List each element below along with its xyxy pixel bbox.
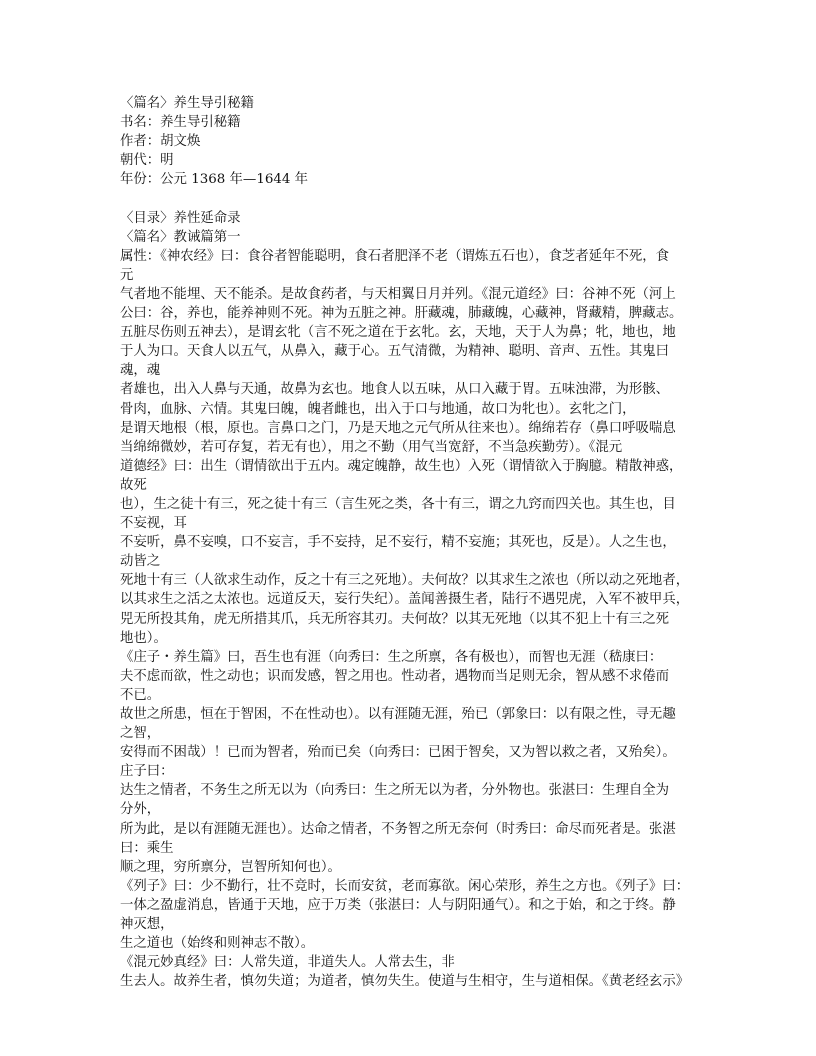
spacer xyxy=(120,189,697,208)
body-line: 不妄视，耳 xyxy=(120,516,187,532)
body-line: 地也）。 xyxy=(120,630,167,646)
body-line: 神灭想， xyxy=(120,917,174,933)
table-of-contents-entry: 〈目录〉养性延命录 xyxy=(120,210,241,226)
body-line: 安得而不困哉）！已而为智者，殆而已矣（向秀曰：已困于智矣，又为智以救之者，又殆矣）。 xyxy=(120,745,676,761)
body-line: 不已。 xyxy=(120,687,161,703)
body-line: 兕无所投其角，虎无所措其爪，兵无所容其刃。夫何故？以其无死地（以其不犯上十有三之死 xyxy=(120,611,670,627)
body-line: 分外， xyxy=(120,802,161,818)
body-line: 顺之理，穷所禀分，岂智所知何也）。 xyxy=(120,859,341,875)
body-line: 不妄听，鼻不妄嗅，口不妄言，手不妄持，足不妄行，精不妄施；其死也，反是）。人之生也， xyxy=(120,535,676,551)
body-line: 一体之盈虚消息，皆通于天地，应于万类（张湛曰：人与阴阳通气）。和之于始，和之于终。静 xyxy=(120,897,676,913)
author: 作者：胡文焕 xyxy=(120,134,201,150)
body-line: 公曰：谷，养也，能养神则不死。神为五脏之神。肝藏魂，肺藏魄，心藏神，肾藏精，脾藏志。 xyxy=(120,306,683,322)
year-range: 年份：公元 1368 年—1644 年 xyxy=(120,172,309,188)
chapter-title: 〈篇名〉养生导引秘籍 xyxy=(120,96,254,111)
body-line: 故死 xyxy=(120,477,147,493)
body-line: 元 xyxy=(120,267,134,283)
body-line: 道德经》曰：出生（谓情欲出于五内。魂定魄静，故生也）入死（谓情欲入于胸臆。精散神惑， xyxy=(120,458,683,474)
body-text xyxy=(120,247,697,992)
body-line: 者雄也，出入人鼻与天通，故鼻为玄也。地食人以五味，从口入藏于胃。五味浊滞，为形骸、 xyxy=(120,382,670,398)
body-line: 当绵绵微妙，若可存复，若无有也），用之不勤（用气当宽舒，不当急疾勤劳）。《混元 xyxy=(120,439,623,455)
dynasty: 朝代：明 xyxy=(120,153,174,169)
body-line: 曰：乘生 xyxy=(120,840,174,856)
body-line: 庄子曰： xyxy=(120,764,174,780)
body-line: 死地十有三（人欲求生动作，反之十有三之死地）。夫何故？以其求生之浓也（所以动之死地者， xyxy=(120,573,690,589)
body-line: 也），生之徒十有三，死之徒十有三（言生死之类，各十有三，谓之九窍而四关也。其生也，目 xyxy=(120,496,676,512)
body-line: 《混元妙真经》曰：人常失道，非道失人。人常去生，非 xyxy=(120,955,455,971)
body-line: 《庄子・养生篇》曰，吾生也有涯（向秀曰：生之所禀，各有极也），而智也无涯（嵇康曰： xyxy=(120,649,663,665)
body-line: 达生之情者，不务生之所无以为（向秀曰：生之所无以为者，分外物也。张湛曰：生理自全为 xyxy=(120,783,670,799)
body-line: 生去人。故养生者，慎勿失道；为道者，慎勿失生。使道与生相守，生与道相保。《黄老经玄示》 xyxy=(120,974,690,990)
body-line: 属性：《神农经》曰：食谷者智能聪明，食石者肥泽不老（谓炼五石也），食芝者延年不死，食 xyxy=(120,248,670,264)
body-line: 五脏尽伤则五神去），是谓玄牝（言不死之道在于玄牝。玄，天地，天于人为鼻；牝，地也，地 xyxy=(120,325,676,341)
body-line: 于人为口。天食人以五气，从鼻入，藏于心。五气清微，为精神、聪明、音声、五性。其鬼曰 xyxy=(120,344,670,360)
body-line: 生之道也（始终和则神志不散）。 xyxy=(120,936,315,952)
book-name: 书名：养生导引秘籍 xyxy=(120,115,241,131)
body-line: 《列子》曰：少不勤行，壮不竞时，长而安贫，老而寡欲。闲心荣形，养生之方也。《列子》曰： xyxy=(120,878,690,894)
body-line: 以其求生之活之太浓也。远道反天，妄行失纪）。盖闻善摄生者，陆行不遇兕虎，入军不被甲兵， xyxy=(120,592,690,608)
body-line: 动皆之 xyxy=(120,554,161,570)
section-title: 〈篇名〉教诫篇第一 xyxy=(120,229,241,245)
body-line: 之智， xyxy=(120,726,161,742)
body-line: 是谓天地根（根，原也。言鼻口之门，乃是天地之元气所从往来也）。绵绵若存（鼻口呼吸喘息 xyxy=(120,420,676,436)
body-line: 所为此，是以有涯随无涯也）。达命之情者，不务智之所无奈何（时秀曰：命尽而死者是。张湛 xyxy=(120,821,676,837)
body-line: 骨肉，血脉、六情。其鬼曰魄，魄者雌也，出入于口与地通，故口为牝也）。玄牝之门， xyxy=(120,401,636,417)
body-line: 气者地不能埋、天不能杀。是故食药者，与天相翼日月并列。《混元道经》曰：谷神不死（河上 xyxy=(120,286,676,302)
document-page xyxy=(120,94,697,991)
body-line: 魂，魂 xyxy=(120,363,161,379)
body-line: 故世之所患，恒在于智困，不在性动也）。以有涯随无涯，殆已（郭象曰：以有限之性，寻无趣 xyxy=(120,707,676,722)
body-line: 夫不虑而欲，性之动也；识而发感，智之用也。性动者，遇物而当足则无余，智从感不求倦而 xyxy=(120,668,670,684)
